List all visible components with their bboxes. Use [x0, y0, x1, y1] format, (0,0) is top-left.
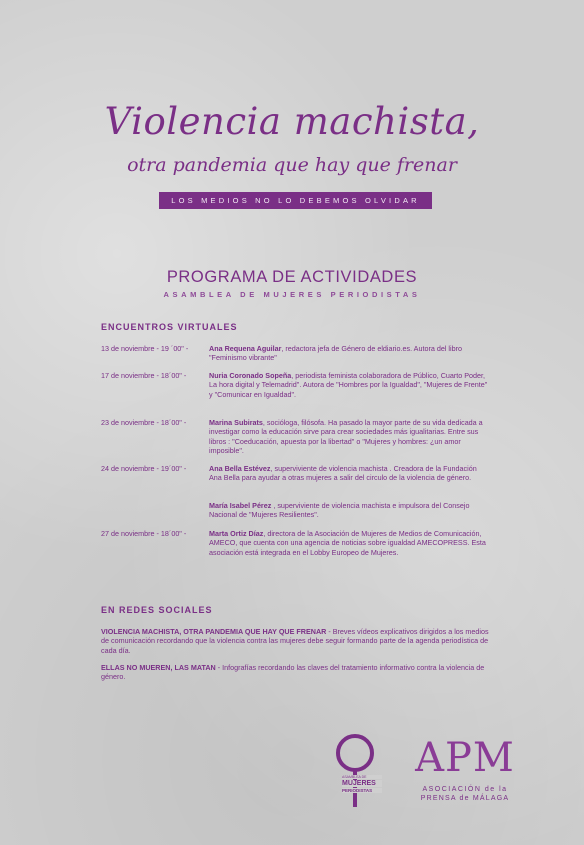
event-description: [209, 464, 491, 483]
event-text: , socióloga, filósofa. Ha pasado la mayor parte de su vida dedicada a investigar como la educación sirve para crear sociedades más igualitarias. Entre sus libros : "Coeducación, apuesta por la libertad" o "Mujeres y hombres: ¿un amor imposible".: [209, 418, 483, 456]
section-heading-encuentros: ENCUENTROS VIRTUALES: [101, 322, 238, 332]
event-speaker: María Isabel Pérez: [209, 501, 272, 510]
event-text: , directora de la Asociación de Mujeres de Medios de Comunicación, AMECO, que cuenta con una agencia de noticias sobre igualdad AMECOPRESS. Esta asociación está integrada en el Lobby Europeo de Mujeres.: [209, 529, 486, 557]
program-title: PROGRAMA DE ACTIVIDADES: [166, 268, 418, 286]
poster-title-line2: otra pandemia que hay que frenar: [127, 154, 457, 176]
logo-left-line2: MUJERES: [342, 780, 382, 787]
logo-asamblea-mujeres-periodistas: [330, 733, 380, 813]
event-description: [209, 418, 491, 456]
event-speaker: Nuria Coronado Sopeña: [209, 371, 292, 380]
social-item: [101, 663, 493, 682]
event-text: , periodista feminista colaboradora de Público, Cuarto Poder, La hora digital y Telemadrid". Autora de "Hombres por la Igualdad", "Mujeres de Frente" y "Comunicar en Igualdad".: [209, 371, 488, 399]
event-date: 27 de noviembre - 18´00" -: [101, 529, 187, 538]
event-text: , redactora jefa de Género de eldiario.es. Autora del libro "Feminismo vibrante": [209, 344, 463, 363]
section-heading-redes: EN REDES SOCIALES: [101, 605, 213, 615]
logo-apm: [415, 736, 515, 806]
venus-icon: [330, 733, 380, 813]
logo-apm-line1: ASOCIACIÓN de la: [422, 786, 508, 793]
social-item: [101, 627, 493, 655]
logo-left-line3: PERIODISTAS: [342, 788, 382, 793]
event-description: [209, 501, 491, 520]
social-campaign-name: ELLAS NO MUEREN, LAS MATAN: [101, 663, 216, 672]
social-campaign-text: - Infografías recordando las claves del tratamiento informativo contra la violencia de género.: [101, 663, 485, 682]
event-text: , superviviente de violencia machista e impulsora del Consejo Nacional de "Mujeres Resilientes".: [209, 501, 470, 520]
event-speaker: Marina Subirats: [209, 418, 263, 427]
logo-apm-mark: APM: [415, 735, 515, 781]
social-campaign-name: VIOLENCIA MACHISTA, OTRA PANDEMIA QUE HAY QUE FRENAR: [101, 627, 327, 636]
event-speaker: Marta Ortiz Díaz: [209, 529, 264, 538]
event-date: 24 de noviembre - 19´00" -: [101, 464, 187, 473]
banner: LOS MEDIOS NO LO DEBEMOS OLVIDAR: [159, 192, 432, 209]
logo-left-line1: ASAMBLEA DE: [342, 775, 382, 779]
event-date: 23 de noviembre - 18´00" -: [101, 418, 187, 427]
event-description: [209, 371, 491, 399]
event-date: 17 de noviembre - 18´00" -: [101, 371, 187, 380]
event-speaker: Ana Requena Aguilar: [209, 344, 282, 353]
event-speaker: Ana Bella Estévez: [209, 464, 271, 473]
social-campaign-text: - Breves vídeos explicativos dirigidos a los medios de comunicación recordando que la violencia contra las mujeres debe seguir formando parte de la agenda periodística de cada día.: [101, 627, 489, 655]
event-text: , superviviente de violencia machista . Creadora de la Fundación Ana Bella para ayudar a otras mujeres a salir del circulo de la violencia de género.: [209, 464, 477, 483]
poster-title-line1: Violencia machista,: [104, 100, 480, 143]
event-date: 13 de noviembre - 19 ´00" -: [101, 344, 189, 353]
event-description: [209, 344, 491, 363]
logo-apm-line2: PRENSA de MÁLAGA: [420, 795, 510, 802]
event-description: [209, 529, 491, 557]
program-subtitle: ASAMBLEA DE MUJERES PERIODISTAS: [163, 290, 421, 299]
